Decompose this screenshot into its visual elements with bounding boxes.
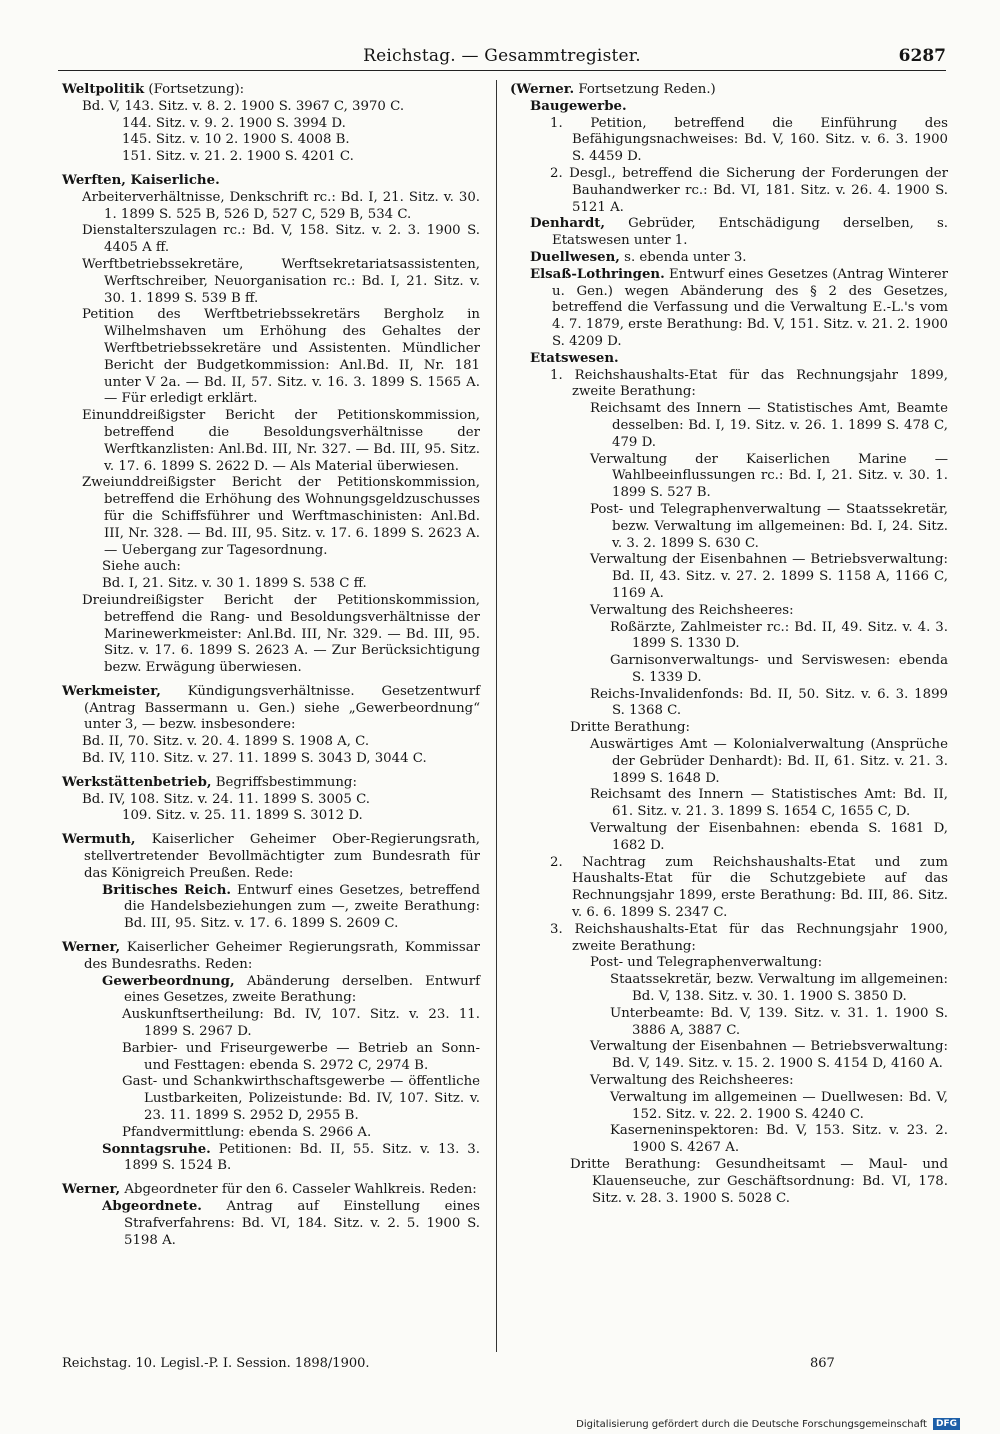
entry-line bbox=[62, 559, 480, 576]
column-divider bbox=[496, 80, 497, 1352]
entry-text: Kaiserlicher Geheimer Ober-Regierungsrath, stellvertretender Bevollmächtigter zum Bundesrath für das Königreich Preußen. Rede: bbox=[84, 832, 480, 881]
entry-text: (Fortsetzung): bbox=[144, 82, 245, 97]
footer-page-number: 867 bbox=[810, 1356, 835, 1371]
page-number: 6287 bbox=[898, 46, 946, 66]
entry-line bbox=[510, 972, 948, 1006]
entry-text: Barbier- und Friseurgewerbe — Betrieb an Sonn- und Festtagen: ebenda S. 2972 C, 2974 B. bbox=[122, 1040, 480, 1073]
entry-text: Bd. IV, 110. Sitz. v. 27. 11. 1899 S. 3043 D, 3044 C. bbox=[82, 751, 427, 767]
entry-line bbox=[62, 792, 480, 809]
entry-text: Bd. V, 143. Sitz. v. 8. 2. 1900 S. 3967 C, 3970 C. bbox=[82, 98, 405, 114]
index-entry bbox=[62, 82, 480, 166]
entry-line bbox=[62, 734, 480, 751]
entry-text: Gebrüder, Entschädigung derselben, s. Etatswesen unter 1. bbox=[552, 216, 948, 249]
entry-text: Verwaltung des Reichsheeres: bbox=[590, 602, 794, 618]
entry-line bbox=[62, 883, 480, 933]
entry-line bbox=[62, 257, 480, 307]
entry-heading: Werner, bbox=[62, 1182, 121, 1198]
entry-text: Verwaltung der Eisenbahnen — Betriebsverwaltung: Bd. V, 149. Sitz. v. 15. 2. 1900 S. 4154 D, 4160 A. bbox=[590, 1039, 948, 1072]
entry-text: 2. Desgl., betreffend die Sicherung der Forderungen der Bauhandwerker rc.: Bd. VI, 181. Sitz. v. 26. 4. 1900 S. 5121 A. bbox=[550, 165, 948, 215]
entry-text: Verwaltung der Kaiserlichen Marine — Wahlbeeinflussungen rc.: Bd. I, 21. Sitz. v. 30. 1. 1899 S. 527 B. bbox=[590, 451, 948, 501]
entry-text: Siehe auch: bbox=[102, 559, 181, 575]
entry-line bbox=[62, 808, 480, 825]
entry-line bbox=[510, 351, 948, 368]
entry-text: Arbeiterverhältnisse, Denkschrift rc.: Bd. I, 21. Sitz. v. 30. 1. 1899 S. 525 B, 526 D, 527 C, 529 B, 534 C. bbox=[82, 189, 480, 222]
entry-text: Reichsamt des Innern — Statistisches Amt, Beamte desselben: Bd. I, 19. Sitz. v. 26. 1. 1899 S. 478 C, 479 D. bbox=[590, 401, 948, 450]
entry-text: 3. Reichshaushalts-Etat für das Rechnungsjahr 1900, zweite Berathung: bbox=[550, 921, 948, 954]
index-entry bbox=[62, 1182, 480, 1249]
entry-text: Verwaltung der Eisenbahnen — Betriebsverwaltung: Bd. II, 43. Sitz. v. 27. 2. 1899 S. 1158 A, 1166 C, 1169 A. bbox=[590, 552, 948, 601]
entry-line bbox=[62, 1199, 480, 1249]
entry-line bbox=[62, 99, 480, 116]
entry-line bbox=[62, 1041, 480, 1075]
entry-heading: Werkmeister, bbox=[62, 683, 161, 699]
entry-line bbox=[510, 1073, 948, 1090]
entry-line bbox=[62, 82, 480, 99]
entry-line bbox=[510, 687, 948, 721]
entry-text: Verwaltung im allgemeinen — Duellwesen: Bd. V, 152. Sitz. v. 22. 2. 1900 S. 4240 C. bbox=[610, 1089, 948, 1122]
entry-line bbox=[62, 173, 480, 190]
entry-line bbox=[62, 307, 480, 408]
entry-heading: Denhardt, bbox=[530, 216, 606, 232]
entry-line bbox=[62, 974, 480, 1008]
entry-text: Werftbetriebssekretäre, Werftsekretariatsassistenten, Werftschreiber, Neuorganisation rc.: Bd. I, 21. Sitz. v. 30. 1. 1899 S. 539 B ff. bbox=[82, 256, 480, 306]
entry-line bbox=[510, 787, 948, 821]
entry-line bbox=[510, 82, 948, 99]
entry-line bbox=[510, 1039, 948, 1073]
entry-line bbox=[510, 452, 948, 502]
entry-text: Post- und Telegraphenverwaltung — Staatssekretär, bezw. Verwaltung im allgemeinen: Bd. I, 24. Sitz. v. 3. 2. 1899 S. 630 C. bbox=[590, 501, 948, 551]
entry-line bbox=[510, 1157, 948, 1207]
entry-line bbox=[62, 1007, 480, 1041]
index-entry bbox=[62, 775, 480, 825]
running-title: Reichstag. — Gesammtregister. bbox=[363, 46, 641, 66]
entry-line bbox=[510, 620, 948, 654]
entry-line bbox=[510, 653, 948, 687]
entry-line bbox=[510, 922, 948, 956]
entry-text: Reichsamt des Innern — Statistisches Amt: Bd. II, 61. Sitz. v. 21. 3. 1899 S. 1654 C, 1655 C, D. bbox=[590, 787, 948, 820]
entry-text: Petitionen: Bd. II, 55. Sitz. v. 13. 3. 1899 S. 1524 B. bbox=[124, 1141, 480, 1174]
right-column bbox=[510, 82, 948, 1214]
entry-text: Begriffsbestimmung: bbox=[211, 774, 357, 790]
entry-text: Garnisonverwaltungs- und Serviswesen: ebenda S. 1339 D. bbox=[610, 653, 948, 685]
entry-text: Reichs-Invalidenfonds: Bd. II, 50. Sitz. v. 6. 3. 1899 S. 1368 C. bbox=[590, 686, 948, 719]
entry-text: 1. Petition, betreffend die Einführung des Befähigungsnachweises: Bd. V, 160. Sitz. v. 6. 3. 1900 S. 4459 D. bbox=[550, 115, 948, 165]
entry-line bbox=[510, 1090, 948, 1124]
entry-text: Abänderung derselben. Entwurf eines Gesetzes, zweite Berathung: bbox=[124, 973, 480, 1006]
entry-line bbox=[62, 576, 480, 593]
entry-text: Post- und Telegraphenverwaltung: bbox=[590, 955, 823, 971]
entry-heading: Werkstättenbetrieb, bbox=[62, 774, 212, 790]
credit-text: Digitalisierung gefördert durch die Deutsche Forschungsgemeinschaft bbox=[576, 1418, 927, 1430]
entry-text: Einunddreißigster Bericht der Petitionskommission, betreffend die Besoldungsverhältnisse der Werftkanzlisten: Anl.Bd. III, Nr. 327. — Bd. III, 95. Sitz. v. 17. 6. 1899 S. 2622 D. — Als Material überwiesen. bbox=[82, 408, 480, 474]
entry-line bbox=[510, 603, 948, 620]
entry-line bbox=[510, 166, 948, 216]
entry-line bbox=[62, 132, 480, 149]
entry-text: Pfandvermittlung: ebenda S. 2966 A. bbox=[122, 1124, 372, 1140]
entry-line bbox=[510, 552, 948, 602]
entry-line bbox=[62, 940, 480, 974]
running-header bbox=[58, 44, 946, 71]
index-entry bbox=[510, 82, 948, 1207]
entry-text: Roßärzte, Zahlmeister rc.: Bd. II, 49. Sitz. v. 4. 3. 1899 S. 1330 D. bbox=[610, 619, 948, 652]
entry-line bbox=[510, 99, 948, 116]
entry-text: Bd. I, 21. Sitz. v. 30 1. 1899 S. 538 C ff. bbox=[102, 576, 367, 592]
index-entry bbox=[62, 940, 480, 1175]
entry-text: 1. Reichshaushalts-Etat für das Rechnungsjahr 1899, zweite Berathung: bbox=[550, 367, 948, 400]
entry-line bbox=[510, 821, 948, 855]
entry-line bbox=[62, 751, 480, 768]
entry-text: Fortsetzung Reden.) bbox=[574, 82, 716, 97]
entry-text: Antrag auf Einstellung eines Strafverfahrens: Bd. VI, 184. Sitz. v. 2. 5. 1900 S. 5198 A. bbox=[124, 1199, 480, 1248]
entry-text: Auswärtiges Amt — Kolonialverwaltung (Ansprüche der Gebrüder Denhardt): Bd. II, 61. Sitz. v. 21. 3. 1899 S. 1648 D. bbox=[590, 737, 948, 786]
entry-text: Kaserneninspektoren: Bd. V, 153. Sitz. v. 23. 2. 1900 S. 4267 A. bbox=[610, 1123, 948, 1156]
entry-text: Verwaltung der Eisenbahnen: ebenda S. 1681 D, 1682 D. bbox=[590, 821, 948, 853]
entry-heading: Elsaß-Lothringen. bbox=[530, 266, 665, 282]
entry-heading: Britisches Reich. bbox=[102, 882, 232, 898]
entry-line bbox=[510, 250, 948, 267]
dfg-logo-icon: DFG bbox=[933, 1418, 960, 1430]
entry-line bbox=[510, 401, 948, 451]
entry-line bbox=[62, 408, 480, 475]
entry-heading: Wermuth, bbox=[62, 832, 136, 848]
entry-line bbox=[510, 502, 948, 552]
entry-text: Dienstalterszulagen rc.: Bd. V, 158. Sitz. v. 2. 3. 1900 S. 4405 A ff. bbox=[82, 223, 480, 256]
entry-line bbox=[510, 116, 948, 166]
entry-text: s. ebenda unter 3. bbox=[619, 249, 747, 265]
entry-text: Bd. IV, 108. Sitz. v. 24. 11. 1899 S. 3005 C. bbox=[82, 791, 370, 807]
entry-heading: Weltpolitik bbox=[62, 82, 145, 97]
entry-line bbox=[510, 737, 948, 787]
entry-line bbox=[62, 1142, 480, 1176]
entry-text: Kündigungsverhältnisse. Gesetzentwurf (Antrag Bassermann u. Gen.) siehe „Gewerbeordnung“ unter 3, — bezw. insbesondere: bbox=[84, 683, 480, 733]
entry-text: Dritte Berathung: Gesundheitsamt — Maul- und Klauenseuche, zur Geschäftsordnung: Bd. VI, 178. Sitz. v. 28. 3. 1900 S. 5028 C. bbox=[570, 1157, 948, 1206]
index-entry bbox=[62, 832, 480, 933]
entry-line bbox=[510, 1123, 948, 1157]
entry-heading: Werften, Kaiserliche. bbox=[62, 172, 220, 188]
entry-text: Staatssekretär, bezw. Verwaltung im allgemeinen: Bd. V, 138. Sitz. v. 30. 1. 1900 S. 3850 D. bbox=[610, 972, 948, 1005]
entry-text: 144. Sitz. v. 9. 2. 1900 S. 3994 D. bbox=[122, 115, 346, 131]
entry-text: 145. Sitz. v. 10 2. 1900 S. 4008 B. bbox=[122, 132, 350, 148]
entry-line bbox=[510, 720, 948, 737]
entry-line bbox=[510, 955, 948, 972]
entry-text: Unterbeamte: Bd. V, 139. Sitz. v. 31. 1. 1900 S. 3886 A, 3887 C. bbox=[610, 1005, 948, 1038]
entry-line bbox=[62, 593, 480, 677]
entry-line bbox=[62, 475, 480, 559]
entry-text: Auskunftsertheilung: Bd. IV, 107. Sitz. v. 23. 11. 1899 S. 2967 D. bbox=[122, 1007, 480, 1040]
entry-line bbox=[62, 223, 480, 257]
entry-text: Bd. II, 70. Sitz. v. 20. 4. 1899 S. 1908 A, C. bbox=[82, 734, 370, 750]
entry-text: Dreiundreißigster Bericht der Petitionskommission, betreffend die Rang- und Besoldungsverhältnisse der Marinewerkmeister: Anl.Bd. III, Nr. 329. — Bd. III, 95. Sitz. v. 17. 6. 1899 S. 2623 A. — Zur Berücksichtigung bezw. Erwägung überwiesen. bbox=[82, 592, 480, 676]
entry-text: Abgeordneter für den 6. Casseler Wahlkreis. Reden: bbox=[120, 1182, 477, 1198]
entry-line bbox=[510, 855, 948, 922]
entry-line bbox=[62, 1074, 480, 1124]
entry-text: Entwurf eines Gesetzes, betreffend die Handelsbeziehungen zum —, zweite Berathung: Bd. III, 95. Sitz. v. 17. 6. 1899 S. 2609 C. bbox=[124, 882, 480, 932]
entry-line bbox=[62, 190, 480, 224]
entry-line bbox=[62, 116, 480, 133]
entry-line bbox=[62, 1125, 480, 1142]
entry-text: Zweiunddreißigster Bericht der Petitionskommission, betreffend die Erhöhung des Wohnungsgeldzuschusses für die Schiffsführer und Werftmaschinisten: Anl.Bd. III, Nr. 328. — Bd. III, 95. Sitz. v. 17. 6. 1899 S. 2623 A. — Uebergang zur Tagesordnung. bbox=[82, 475, 480, 558]
entry-line bbox=[510, 216, 948, 250]
entry-heading: Duellwesen, bbox=[530, 249, 620, 265]
entry-line bbox=[62, 684, 480, 734]
digitization-credit bbox=[576, 1418, 960, 1430]
entry-text: Kaiserlicher Geheimer Regierungsrath, Kommissar des Bundesraths. Reden: bbox=[84, 940, 480, 972]
entry-line bbox=[62, 832, 480, 882]
entry-text: 109. Sitz. v. 25. 11. 1899 S. 3012 D. bbox=[122, 808, 363, 824]
entry-text: 2. Nachtrag zum Reichshaushalts-Etat und zum Haushalts-Etat für die Schutzgebiete auf das Rechnungsjahr 1899, erste Berathung: Bd. III, 86. Sitz. v. 6. 6. 1899 S. 2347 C. bbox=[550, 854, 948, 921]
entry-text: 151. Sitz. v. 21. 2. 1900 S. 4201 C. bbox=[122, 149, 354, 165]
entry-heading: Baugewerbe. bbox=[530, 98, 627, 114]
entry-text: Gast- und Schankwirthschaftsgewerbe — öffentliche Lustbarkeiten, Polizeistunde: Bd. IV, 107. Sitz. v. 23. 11. 1899 S. 2952 D, 2955 B. bbox=[122, 1074, 480, 1124]
entry-text: Petition des Werftbetriebssekretärs Bergholz in Wilhelmshaven um Erhöhung des Gehaltes der Werftbetriebssekretäre und Assistenten. Mündlicher Bericht der Budgetkommission: Anl.Bd. II, Nr. 181 unter V 2a. — Bd. II, 57. Sitz. v. 16. 3. 1899 S. 1565 A. — Für erledigt erklärt. bbox=[82, 307, 480, 407]
index-entry bbox=[62, 173, 480, 677]
entry-text: Dritte Berathung: bbox=[570, 720, 691, 736]
entry-heading: Sonntagsruhe. bbox=[102, 1141, 211, 1157]
entry-heading: Gewerbeordnung, bbox=[102, 973, 235, 989]
entry-line bbox=[510, 1006, 948, 1040]
entry-text: Verwaltung des Reichsheeres: bbox=[590, 1073, 794, 1089]
entry-heading: Werner, bbox=[62, 940, 121, 956]
entry-line bbox=[510, 368, 948, 402]
entry-heading: Abgeordnete. bbox=[102, 1199, 202, 1214]
entry-heading: Etatswesen. bbox=[530, 350, 619, 366]
entry-line bbox=[510, 267, 948, 351]
footer-session: Reichstag. 10. Legisl.-P. I. Session. 1898/1900. bbox=[62, 1356, 370, 1371]
entry-line bbox=[62, 1182, 480, 1199]
entry-heading: (Werner. bbox=[510, 82, 575, 97]
left-column bbox=[62, 82, 480, 1256]
entry-text: Entwurf eines Gesetzes (Antrag Winterer u. Gen.) wegen Abänderung des § 2 des Gesetzes, betreffend die Verfassung und die Verwaltung E.-L.'s vom 4. 7. 1879, erste Berathung: Bd. V, 151. Sitz. v. 21. 2. 1900 S. 4209 D. bbox=[552, 266, 948, 349]
entry-line bbox=[62, 149, 480, 166]
index-entry bbox=[62, 684, 480, 768]
entry-line bbox=[62, 775, 480, 792]
